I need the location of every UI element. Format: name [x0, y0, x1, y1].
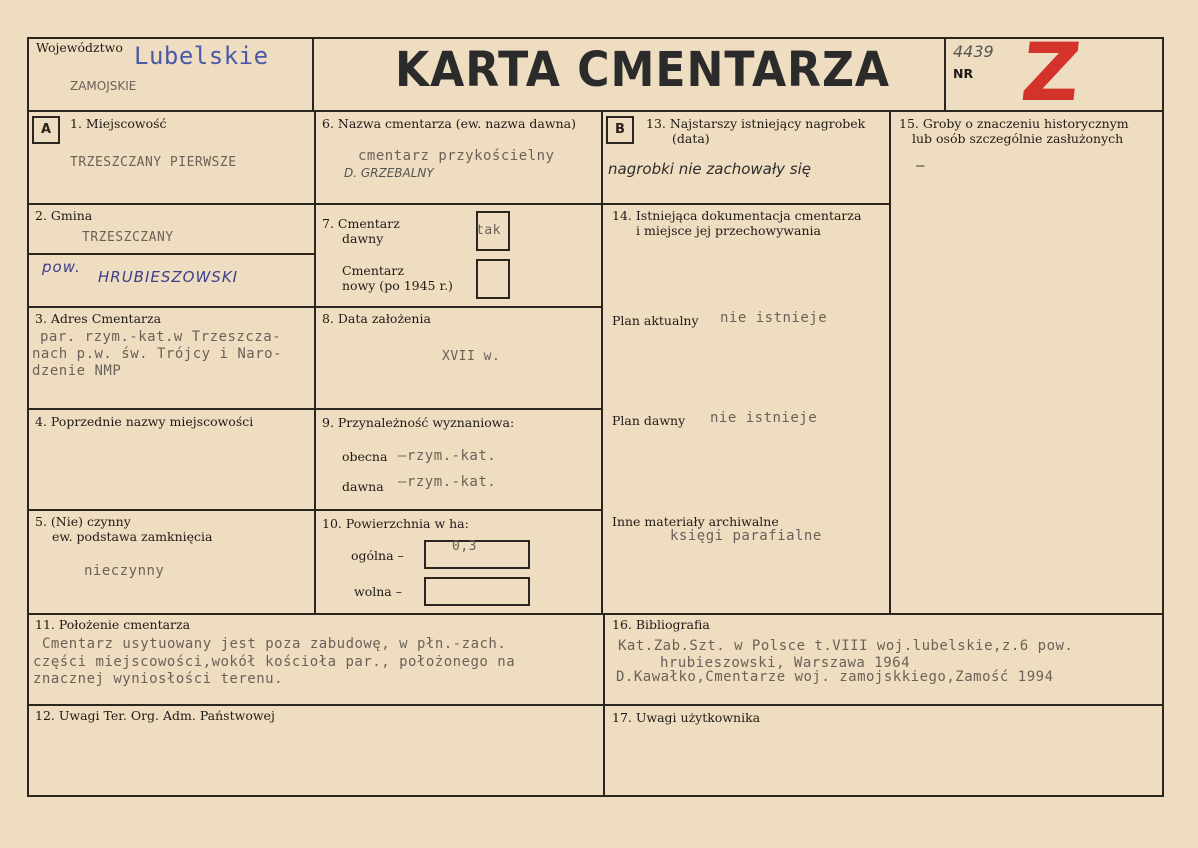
field-10-label: 10. Powierzchnia w ha:	[322, 516, 469, 531]
field-13-value: nagrobki nie zachowały się	[608, 160, 811, 178]
field-11-label: 11. Położenie cmentarza	[35, 617, 191, 632]
field-1-label: 1. Miejscowość	[70, 116, 167, 131]
field-9-label: 9. Przynależność wyznaniowa:	[322, 415, 515, 430]
field-9-current-value: –rzym.-kat.	[398, 448, 497, 464]
column-divider-2	[601, 110, 603, 613]
field-16-line-3: D.Kawałko,Cmentarze woj. zamojskkiego,Zamość 1994	[616, 669, 1054, 685]
field-2-value: TRZESZCZANY	[82, 230, 174, 245]
row-line-3	[27, 306, 603, 308]
stamp-letter: Z	[1017, 26, 1085, 119]
section-b-marker: B	[606, 116, 634, 144]
field-11-line-3: znacznej wyniosłości terenu.	[33, 671, 284, 687]
field-12-label: 12. Uwagi Ter. Org. Adm. Państwowej	[35, 708, 275, 723]
field-11-line-1: Cmentarz usytuowany jest poza zabudowę, w płn.-zach.	[42, 636, 507, 652]
frame-right	[1162, 37, 1164, 797]
plan-current-label: Plan aktualny	[612, 313, 699, 328]
field-14-label-1: 14. Istniejąca dokumentacja cmentarza	[612, 208, 862, 223]
sub-region: ZAMOJSKIE	[70, 79, 137, 93]
column-divider-4	[889, 110, 891, 615]
field-2-label: 2. Gmina	[35, 208, 93, 223]
field-5-label-2: ew. podstawa zamknięcia	[52, 529, 213, 544]
field-7-label-1: 7. Cmentarz	[322, 216, 400, 231]
field-3-label: 3. Adres Cmentarza	[35, 311, 162, 326]
header-divider-1	[312, 37, 314, 112]
field-10-free-label: wolna –	[354, 584, 402, 599]
field-10-free-input[interactable]	[424, 577, 530, 606]
page-title: KARTA CMENTARZA	[395, 42, 891, 98]
field-10-total-value: 0,3	[452, 539, 477, 554]
field-16-line-2: hrubieszowski, Warszawa 1964	[660, 655, 911, 671]
field-7b-label-2: nowy (po 1945 r.)	[342, 278, 453, 293]
field-7-label-2: dawny	[342, 231, 384, 246]
field-15-value: –	[916, 158, 925, 174]
field-9-former-value: –rzym.-kat.	[398, 474, 497, 490]
other-materials-label: Inne materiały archiwalne	[612, 514, 779, 529]
field-10-total-input[interactable]	[424, 540, 530, 569]
field-16-label: 16. Bibliografia	[612, 617, 710, 632]
voivodeship-label: Województwo	[36, 40, 123, 55]
plan-former-label: Plan dawny	[612, 413, 686, 428]
field-15-label-2: lub osób szczególnie zasłużonych	[912, 131, 1124, 146]
field-16-line-1: Kat.Zab.Szt. w Polsce t.VIII woj.lubelskie,z.6 pow.	[618, 638, 1074, 654]
frame-bottom	[27, 795, 1164, 797]
row-line-5	[27, 509, 603, 511]
section-a-marker: A	[32, 116, 60, 144]
field-3-line-2: nach p.w. św. Trójcy i Naro-	[32, 346, 283, 362]
nr-label: NR	[953, 66, 974, 81]
plan-current-value: nie istnieje	[720, 310, 828, 326]
field-13-label-1: 13. Najstarszy istniejący nagrobek	[646, 116, 866, 131]
field-15-label-1: 15. Groby o znaczeniu historycznym	[899, 116, 1129, 131]
field-17-label: 17. Uwagi użytkownika	[612, 710, 761, 725]
field-6-value: cmentarz przykościelny	[358, 148, 555, 164]
field-3-line-3: dzenie NMP	[32, 363, 122, 379]
field-11-line-2: części miejscowości,wokół kościoła par., położonego na	[33, 654, 516, 670]
frame-left	[27, 37, 29, 797]
row-line-right-1	[601, 203, 891, 205]
field-5-label-1: 5. (Nie) czynny	[35, 514, 131, 529]
field-6-note: D. GRZEBALNY	[344, 166, 434, 180]
row-line-2	[27, 253, 316, 255]
column-divider-1	[314, 110, 316, 613]
field-5-value: nieczynny	[84, 563, 165, 579]
field-7-checkbox-new[interactable]	[476, 259, 510, 299]
field-10-total-label: ogólna –	[351, 548, 404, 563]
row-line-mid-1	[314, 203, 603, 205]
nr-number: 4439	[953, 42, 994, 61]
field-8-label: 8. Data założenia	[322, 311, 431, 326]
field-9-current-label: obecna	[342, 449, 388, 464]
frame-top	[27, 37, 1164, 39]
field-2-county-prefix: pow.	[42, 258, 81, 276]
field-2-county-value: HRUBIESZOWSKI	[98, 268, 239, 286]
row-line-6	[27, 613, 1164, 615]
voivodeship-value: Lubelskie	[134, 42, 269, 70]
header-bottom-line	[27, 110, 1164, 112]
field-4-label: 4. Poprzednie nazwy miejscowości	[35, 414, 254, 429]
row-line-1	[27, 203, 316, 205]
field-13-label-2: (data)	[672, 131, 710, 146]
field-14-label-2: i miejsce jej przechowywania	[636, 223, 821, 238]
other-materials-value: księgi parafialne	[670, 528, 822, 544]
field-7b-label-1: Cmentarz	[342, 263, 404, 278]
plan-former-value: nie istnieje	[710, 410, 818, 426]
field-7-value: tak	[476, 223, 501, 238]
field-3-line-1: par. rzym.-kat.w Trzeszcza-	[40, 329, 282, 345]
field-8-value: XVII w.	[442, 349, 501, 364]
row-line-7	[27, 704, 1164, 706]
field-6-label: 6. Nazwa cmentarza (ew. nazwa dawna)	[322, 116, 576, 131]
field-9-former-label: dawna	[342, 479, 384, 494]
field-1-value: TRZESZCZANY PIERWSZE	[70, 155, 237, 170]
row-line-4	[27, 408, 603, 410]
header-divider-2	[944, 37, 946, 112]
